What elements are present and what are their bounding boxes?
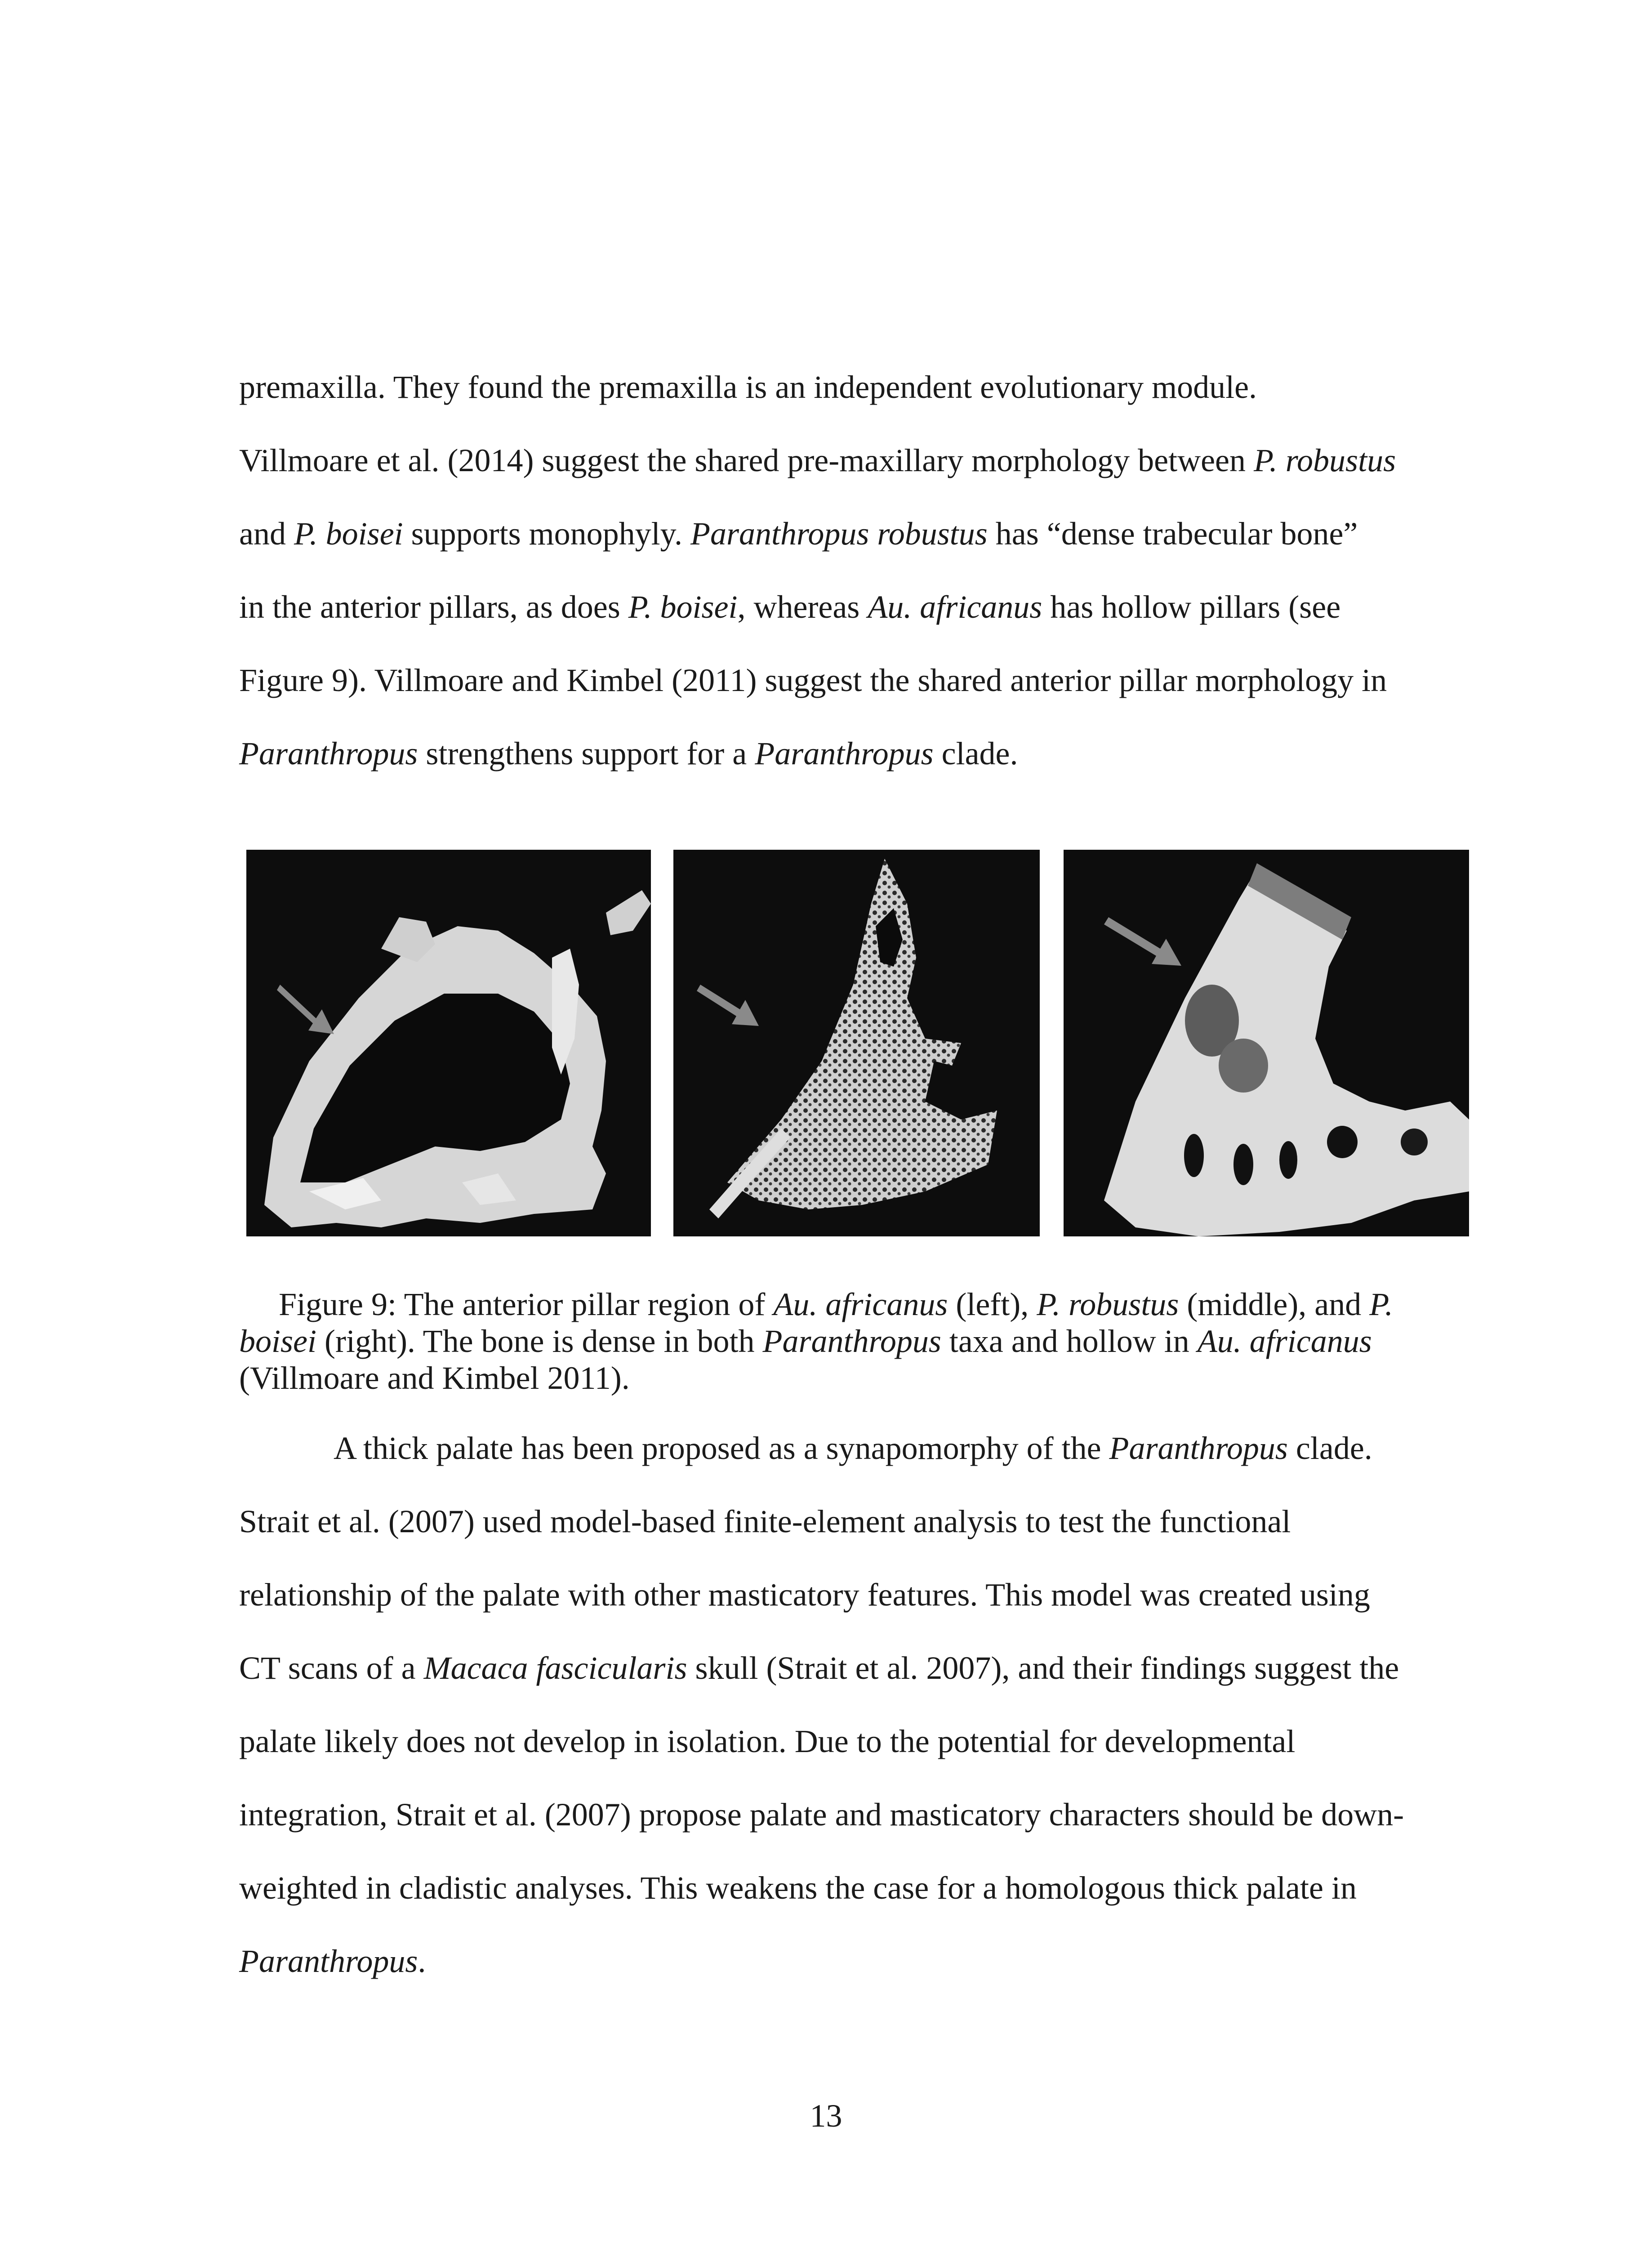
text-run: (Villmoare and Kimbel 2011). (239, 1360, 630, 1396)
text-run: strengthens support for a (418, 736, 755, 772)
italic-run: P. robustus (1037, 1286, 1179, 1322)
ct-scan-image (1064, 850, 1469, 1236)
text-line (239, 515, 1358, 553)
text-run: supports monophyly. (403, 516, 691, 552)
text-run: weighted in cladistic analyses. This weakens the case for a homologous thick palate in (239, 1870, 1357, 1906)
text-run: (left), (948, 1286, 1037, 1322)
text-run: Strait et al. (2007) used model-based finite-element analysis to test the functional (239, 1503, 1291, 1539)
text-run: CT scans of a (239, 1650, 424, 1686)
italic-run: Au. africanus (1197, 1323, 1372, 1359)
text-line (239, 1723, 1295, 1760)
italic-run: Paranthropus (239, 736, 418, 772)
text-line (239, 369, 1257, 406)
text-run: clade. (1287, 1430, 1372, 1466)
ct-panel-p-robustus (673, 850, 1040, 1236)
ct-panel-p-boisei (1064, 850, 1469, 1236)
text-line (334, 1430, 1372, 1467)
italic-run: Paranthropus (755, 736, 934, 772)
text-run: Villmoare et al. (2014) suggest the shared pre-maxillary morphology between (239, 442, 1254, 478)
text-run: palate likely does not develop in isolation. Due to the potential for developmental (239, 1723, 1296, 1759)
italic-run: Au. africanus (773, 1286, 948, 1322)
italic-run: Paranthropus (239, 1943, 418, 1979)
text-line (239, 1869, 1357, 1907)
text-run: Figure 9). Villmoare and Kimbel (2011) suggest the shared anterior pillar morphology in (239, 662, 1387, 698)
text-line (239, 589, 1340, 626)
text-run: (right). The bone is dense in both (316, 1323, 763, 1359)
italic-run: boisei (239, 1323, 316, 1359)
text-run: premaxilla. They found the premaxilla is an independent evolutionary module. (239, 369, 1257, 405)
figure-caption (239, 1286, 1426, 1396)
text-run: has “dense trabecular bone” (987, 516, 1358, 552)
text-run: , whereas (737, 589, 868, 625)
caption-line (239, 1323, 1426, 1360)
text-run: has hollow pillars (see (1042, 589, 1341, 625)
text-line (239, 1576, 1370, 1614)
text-run: relationship of the palate with other masticatory features. This model was created using (239, 1577, 1370, 1613)
italic-run: P. boisei (628, 589, 738, 625)
ct-scan-image (246, 850, 651, 1236)
text-run: clade. (933, 736, 1018, 772)
italic-run: Macaca fascicularis (423, 1650, 687, 1686)
figure-9 (246, 850, 1469, 1236)
text-line (239, 442, 1396, 479)
text-run: skull (Strait et al. 2007), and their findings suggest the (687, 1650, 1399, 1686)
italic-run: P. (1369, 1286, 1393, 1322)
text-run: in the anterior pillars, as does (239, 589, 628, 625)
text-line (239, 1943, 426, 1980)
text-line (239, 1650, 1399, 1687)
ct-panel-au-africanus (246, 850, 651, 1236)
text-run: (middle), and (1179, 1286, 1370, 1322)
text-run: Figure 9: The anterior pillar region of (279, 1286, 774, 1322)
ct-scan-image (673, 850, 1040, 1236)
page-number: 13 (810, 2098, 842, 2134)
text-line (239, 1503, 1291, 1540)
italic-run: Paranthropus (762, 1323, 941, 1359)
caption-line (239, 1360, 1426, 1396)
italic-run: P. robustus (1254, 442, 1396, 478)
text-run: integration, Strait et al. (2007) propose palate and masticatory characters should be down- (239, 1797, 1404, 1833)
italic-run: Paranthropus (1109, 1430, 1288, 1466)
italic-run: Au. africanus (868, 589, 1042, 625)
caption-line (239, 1286, 1426, 1323)
italic-run: Paranthropus robustus (690, 516, 988, 552)
text-line (239, 662, 1387, 699)
text-run: A thick palate has been proposed as a synapomorphy of the (334, 1430, 1109, 1466)
text-line (239, 1796, 1404, 1833)
text-run: taxa and hollow in (941, 1323, 1198, 1359)
text-line (239, 735, 1018, 772)
text-run: . (418, 1943, 426, 1979)
italic-run: P. boisei (294, 516, 403, 552)
text-run: and (239, 516, 294, 552)
